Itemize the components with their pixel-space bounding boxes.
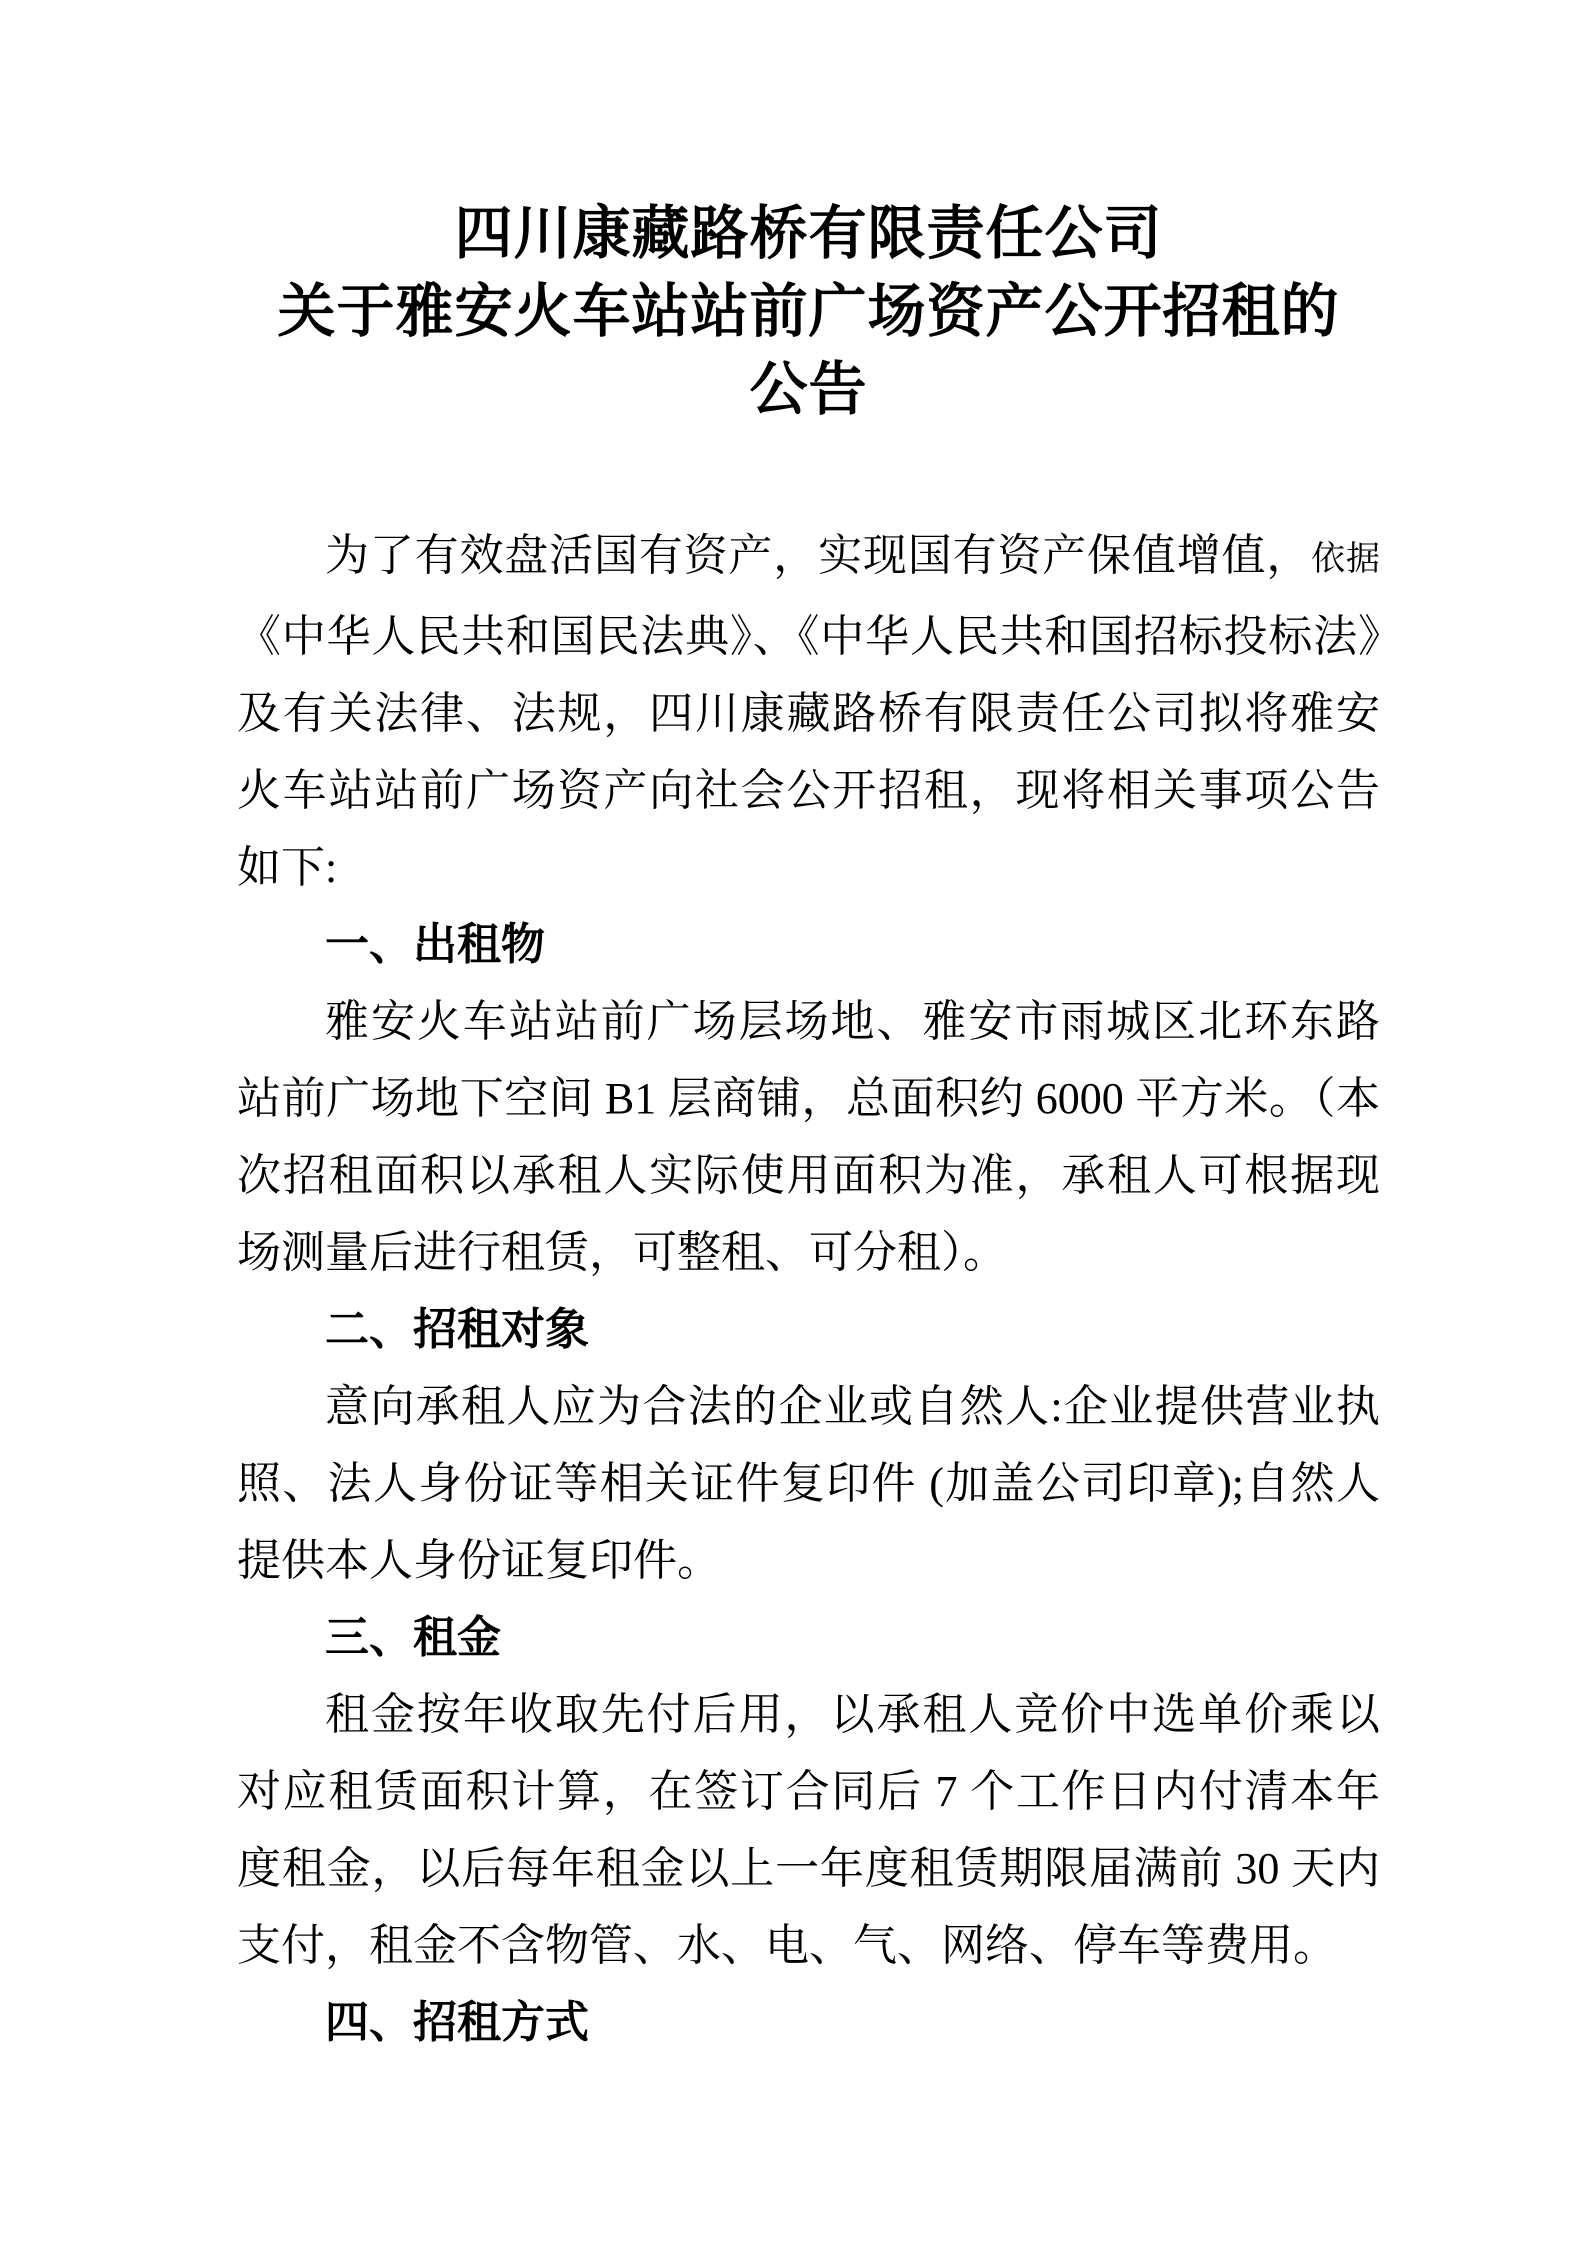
paragraph-intro-segment-3: 《中华人民共和国民法典》、《中华人民共和国招标投标法》及有关法律、法规，四川康藏路桥有限责任公司拟将雅安火车站站前广场资产向社会公开招租，现将相关事项公告如下: <box>237 612 1380 892</box>
document-title <box>237 195 1380 429</box>
document-title-line-2: 关于雅安火车站站前广场资产公开招租的 <box>277 279 1340 344</box>
heading-section-3-rent: 三、租金 <box>325 1613 501 1662</box>
paragraph-lease-item: 雅安火车站站前广场层场地、雅安市雨城区北环东路站前广场地下空间 B1 层商铺，总面积约 6000 平方米。（本次招租面积以承租人实际使用面积为准，承租人可根据现场测量后进行租赁，可整租、可分租）。 <box>237 997 1380 1277</box>
paragraph-rent: 租金按年收取先付后用，以承租人竞价中选单价乘以对应租赁面积计算，在签订合同后 7 个工作日内付清本年度租金，以后每年租金以上一年度租赁期限届满前 30 天内支付，租金不含物管、水、电、气、网络、停车等费用。 <box>237 1690 1380 1970</box>
document-title-line-3: 公告 <box>749 357 868 422</box>
heading-section-1-lease-item: 一、出租物 <box>325 920 545 969</box>
paragraph-intro <box>237 517 1380 906</box>
paragraph-intro-segment-1: 为了有效盘活国有资产，实现国有资产保值增值， <box>325 531 1312 580</box>
document-body <box>237 517 1380 2061</box>
heading-section-2-lease-target: 二、招租对象 <box>325 1305 589 1354</box>
paragraph-intro-segment-2-small: 依据 <box>1311 541 1380 578</box>
document-title-line-1: 四川康藏路桥有限责任公司 <box>454 201 1163 266</box>
heading-section-4-lease-method: 四、招租方式 <box>325 1998 589 2047</box>
paragraph-lease-target: 意向承租人应为合法的企业或自然人:企业提供营业执照、法人身份证等相关证件复印件 (加盖公司印章);自然人提供本人身份证复印件。 <box>237 1382 1380 1585</box>
